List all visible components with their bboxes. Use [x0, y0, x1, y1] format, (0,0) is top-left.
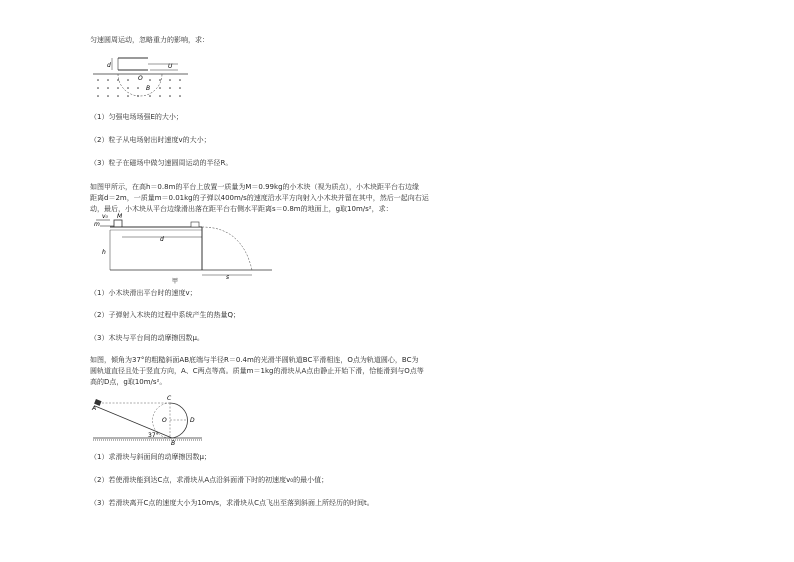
label-b: B: [171, 440, 176, 446]
section2-paragraph-line-2: 距离d＝2m，一质量m＝0.01kg的子弹以400m/s的速度沿水平方向射入小木块并留在其中，然后一起向右运: [90, 194, 429, 202]
label-s: s: [226, 274, 230, 281]
section1-question-3: （3）粒子在磁场中做匀速圆周运动的半径R。: [90, 159, 233, 167]
label-angle: 37°: [148, 432, 159, 439]
section2-paragraph-line-1: 如图甲所示，在高h＝0.8m的平台上放置一质量为M＝0.99kg的小木块（视为质点），小木块距平台右边缘: [90, 183, 420, 191]
section3-paragraph-line-2: 圆轨道直径且处于竖直方向，A、C两点等高。质量m＝1kg的滑块从A点由静止开始下滑，恰能滑到与O点等: [90, 367, 424, 375]
section3-paragraph-line-3: 高的D点，g取10m/s²。: [90, 378, 167, 386]
label-o: O: [162, 417, 167, 424]
label-c: C: [167, 395, 172, 402]
label-v0: v₀: [102, 213, 108, 220]
section1-question-2: （2）粒子从电场射出时速度v的大小；: [90, 136, 211, 144]
label-b: B: [146, 85, 151, 92]
label-M: M: [117, 213, 123, 220]
label-d: D: [190, 417, 195, 424]
label-m: m: [94, 221, 100, 228]
section2-paragraph-line-3: 动，最后，小木块从平台边缘滑出落在距平台右侧水平距离s＝0.8m的地面上，g取10m/s²，求：: [90, 205, 393, 213]
label-d: d: [107, 62, 111, 69]
label-a: A: [92, 405, 97, 412]
section3-question-1: （1）求滑块与斜面间的动摩擦因数μ；: [90, 453, 211, 461]
section3-question-3: （3）若滑块离开C点的速度大小为10m/s，求滑块从C点飞出至落到斜面上所经历的时间t。: [90, 499, 374, 507]
label-d: d: [160, 236, 164, 243]
label-u: U: [168, 63, 173, 70]
figure-incline-semicircle: [90, 390, 210, 446]
figure-electric-magnetic-field: [88, 50, 198, 105]
block-M: [114, 220, 122, 227]
section2-question-1: （1）小木块滑出平台时的速度v；: [90, 289, 197, 297]
figure-platform-block: [92, 212, 282, 287]
label-h: h: [102, 249, 106, 256]
section3-paragraph-line-1: 如图，倾角为37°的粗糙斜面AB底端与半径R＝0.4m的光滑半圆轨道BC平滑相连，O点为轨道圆心，BC为: [90, 356, 419, 364]
label-o: O: [138, 75, 143, 82]
section1-intro: 匀速圆周运动，忽略重力的影响，求：: [90, 36, 209, 44]
section3-question-2: （2）若使滑块能到达C点，求滑块从A点沿斜面滑下时的初速度v₀的最小值；: [90, 476, 329, 484]
figure-caption: 甲: [172, 278, 179, 285]
section1-question-1: （1）匀强电场场强E的大小；: [90, 113, 183, 121]
section2-question-3: （3）木块与平台间的动摩擦因数μ。: [90, 334, 204, 342]
section2-question-2: （2）子弹射入木块的过程中系统产生的热量Q；: [90, 311, 240, 319]
